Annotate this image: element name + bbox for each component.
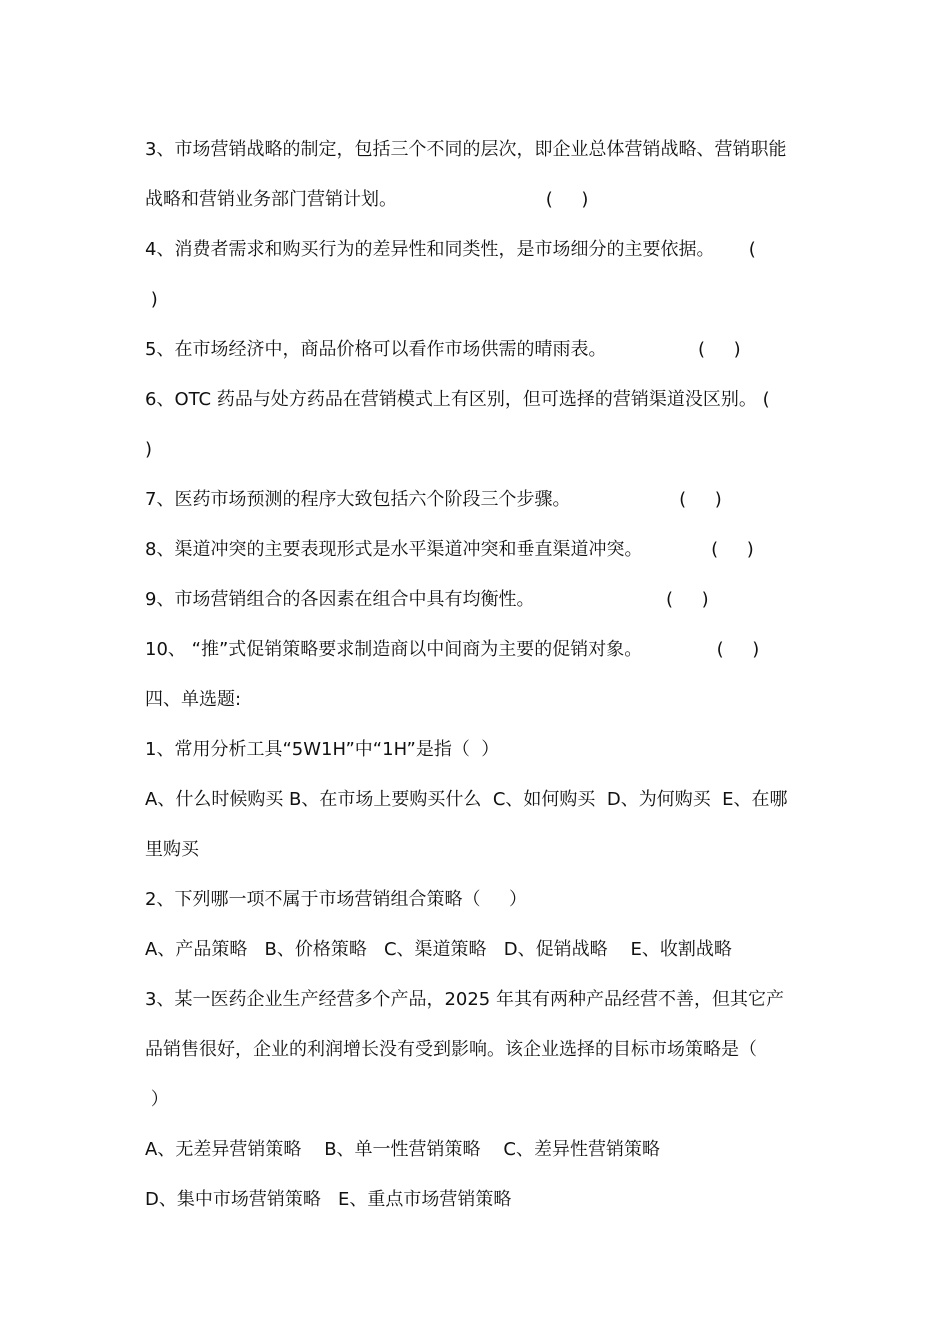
- mc-q3-options-line2: D、集中市场营销策略 E、重点市场营销策略: [145, 1189, 512, 1210]
- q3-judgement-line2: 战略和营销业务部门营销计划。 ( ): [145, 189, 589, 210]
- mc-q3-line3: ）: [145, 1089, 169, 1110]
- q4-judgement-line1: 4、消费者需求和购买行为的差异性和同类性，是市场细分的主要依据。 (: [145, 239, 756, 260]
- mc-q3-options-line1: A、无差异营销策略 B、单一性营销策略 C、差异性营销策略: [145, 1139, 661, 1160]
- q10-judgement: 10、 “推”式促销策略要求制造商以中间商为主要的促销对象。 ( ): [145, 639, 760, 660]
- mc-q2: 2、下列哪一项不属于市场营销组合策略（ ）: [145, 889, 528, 910]
- mc-q1: 1、常用分析工具“5W1H”中“1H”是指（ ）: [145, 739, 500, 760]
- mc-q1-options-line1: A、什么时候购买 B、在市场上要购买什么 C、如何购买 D、为何购买 E、在哪: [145, 789, 788, 810]
- q6-judgement-line1: 6、OTC 药品与处方药品在营销模式上有区别，但可选择的营销渠道没区别。 (: [145, 389, 770, 410]
- mc-q3-line1: 3、某一医药企业生产经营多个产品，2025 年其有两种产品经营不善，但其它产: [145, 989, 784, 1010]
- q8-judgement: 8、渠道冲突的主要表现形式是水平渠道冲突和垂直渠道冲突。 ( ): [145, 539, 754, 560]
- q6-judgement-line2: ): [145, 439, 153, 460]
- q7-judgement: 7、医药市场预测的程序大致包括六个阶段三个步骤。 ( ): [145, 489, 722, 510]
- q4-judgement-line2: ): [145, 289, 158, 310]
- q5-judgement: 5、在市场经济中，商品价格可以看作市场供需的晴雨表。 ( ): [145, 339, 741, 360]
- q3-judgement-line1: 3、市场营销战略的制定，包括三个不同的层次，即企业总体营销战略、营销职能: [145, 139, 787, 160]
- mc-q3-line2: 品销售很好，企业的利润增长没有受到影响。该企业选择的目标市场策略是（: [145, 1039, 757, 1060]
- mc-q1-options-line2: 里购买: [145, 839, 199, 860]
- section-heading: 四、单选题:: [145, 689, 242, 710]
- mc-q2-options: A、产品策略 B、价格策略 C、渠道策略 D、促销战略 E、收割战略: [145, 939, 732, 960]
- q9-judgement: 9、市场营销组合的各因素在组合中具有均衡性。 ( ): [145, 589, 709, 610]
